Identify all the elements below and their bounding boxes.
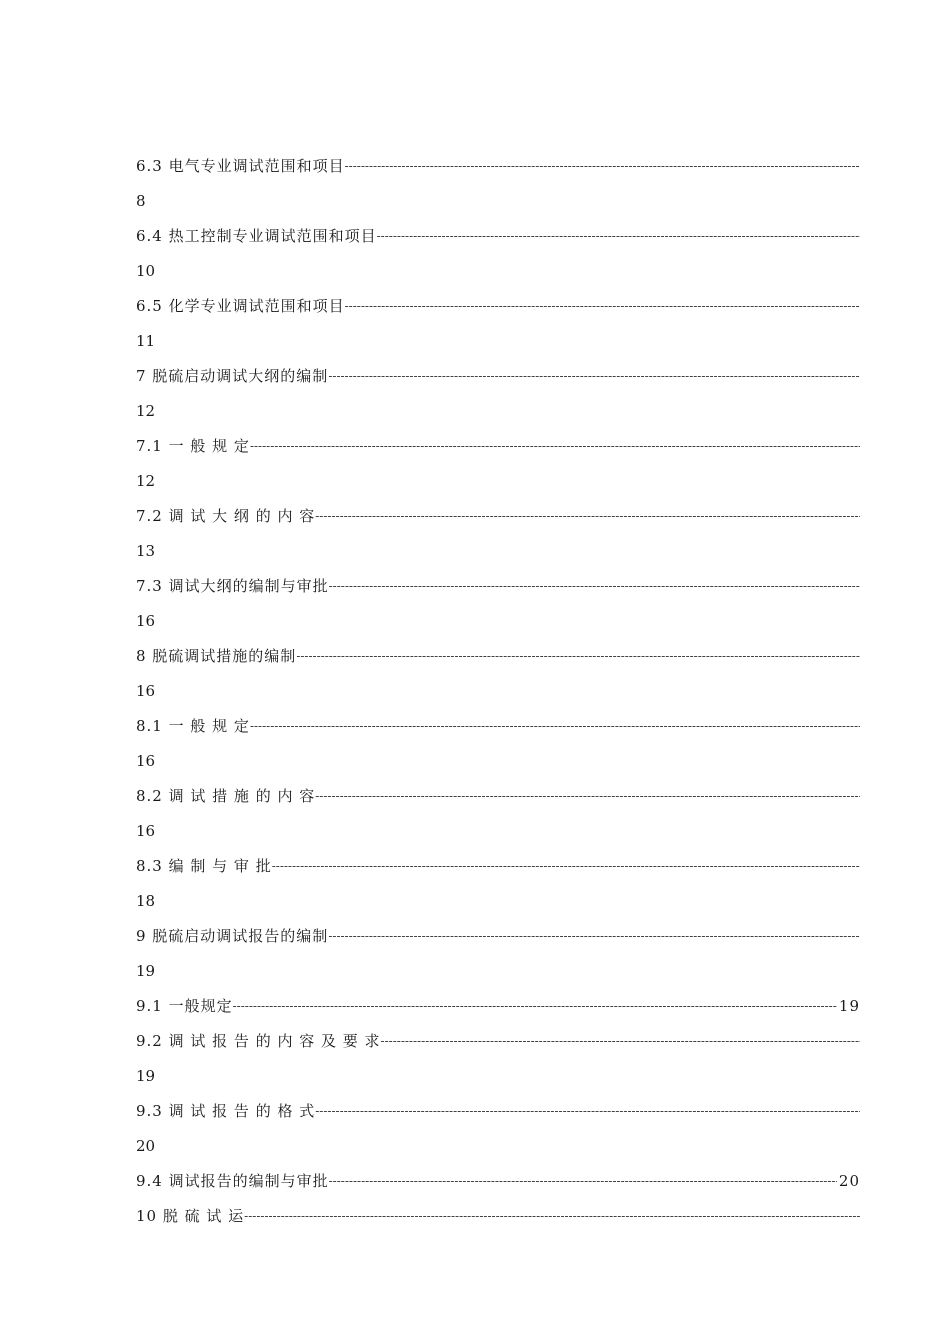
toc-entry-title: 9.3 调 试 报 告 的 格 式 <box>136 1101 316 1120</box>
toc-entry[interactable] <box>136 288 860 323</box>
toc-entry-title: 10 脱 硫 试 运 <box>136 1206 245 1225</box>
toc-entry[interactable] <box>136 498 860 533</box>
toc-entry[interactable] <box>136 358 860 393</box>
toc-leader <box>272 857 860 875</box>
toc-entry[interactable] <box>136 988 860 1023</box>
toc-leader <box>328 367 860 385</box>
toc-entry[interactable] <box>136 568 860 603</box>
toc-page-number: 13 <box>136 541 156 560</box>
toc-entry[interactable] <box>136 218 860 253</box>
toc-entry[interactable] <box>136 428 860 463</box>
toc-entry-title: 9.2 调 试 报 告 的 内 容 及 要 求 <box>136 1031 381 1050</box>
toc-page-number: 8 <box>136 191 146 210</box>
toc-page-number: 18 <box>136 891 156 910</box>
toc-leader <box>315 787 860 805</box>
toc-leader <box>329 577 860 595</box>
toc-entry[interactable] <box>136 1093 860 1128</box>
toc-leader <box>250 717 860 735</box>
toc-entry-title: 8.1 一 般 规 定 <box>136 716 250 735</box>
toc-leader <box>345 297 860 315</box>
toc-entry[interactable] <box>136 1198 860 1233</box>
toc-page-number: 11 <box>136 331 156 350</box>
toc-entry[interactable] <box>136 1023 860 1058</box>
toc-page-number: 19 <box>136 961 156 980</box>
toc-entry[interactable] <box>136 148 860 183</box>
table-of-contents <box>136 148 860 1233</box>
toc-leader <box>315 507 860 525</box>
toc-entry[interactable] <box>136 848 860 883</box>
toc-page-number: 19 <box>838 996 860 1015</box>
toc-leader <box>345 157 860 175</box>
toc-entry[interactable] <box>136 918 860 953</box>
toc-entry[interactable] <box>136 708 860 743</box>
toc-page-number: 16 <box>136 751 156 770</box>
toc-leader <box>233 997 837 1015</box>
toc-leader <box>296 647 860 665</box>
toc-entry-title: 7.3 调试大纲的编制与审批 <box>136 576 329 595</box>
toc-entry-title: 7.2 调 试 大 纲 的 内 容 <box>136 506 316 525</box>
toc-leader <box>244 1207 860 1225</box>
toc-entry-title: 9.1 一般规定 <box>136 996 233 1015</box>
toc-entry-title: 8.2 调 试 措 施 的 内 容 <box>136 786 316 805</box>
toc-leader <box>329 1172 837 1190</box>
toc-page-number: 19 <box>136 1066 156 1085</box>
toc-entry-title: 9 脱硫启动调试报告的编制 <box>136 926 329 945</box>
toc-page-number: 16 <box>136 681 156 700</box>
toc-entry[interactable] <box>136 778 860 813</box>
toc-leader <box>377 227 860 245</box>
toc-leader <box>250 437 860 455</box>
toc-page-number: 12 <box>136 471 156 490</box>
toc-entry-title: 9.4 调试报告的编制与审批 <box>136 1171 329 1190</box>
toc-entry[interactable] <box>136 1163 860 1198</box>
toc-entry[interactable] <box>136 638 860 673</box>
toc-page-number: 16 <box>136 821 156 840</box>
toc-entry-title: 7 脱硫启动调试大纲的编制 <box>136 366 329 385</box>
toc-page-number: 20 <box>838 1171 860 1190</box>
toc-page-number: 20 <box>136 1136 156 1155</box>
toc-leader <box>381 1032 860 1050</box>
toc-page-number: 16 <box>136 611 156 630</box>
toc-leader <box>315 1102 860 1120</box>
toc-entry-title: 6.3 电气专业调试范围和项目 <box>136 156 345 175</box>
toc-entry-title: 8.3 编 制 与 审 批 <box>136 856 272 875</box>
toc-entry-title: 6.4 热工控制专业调试范围和项目 <box>136 226 377 245</box>
toc-page-number: 10 <box>136 261 156 280</box>
toc-leader <box>328 927 860 945</box>
toc-page-number: 12 <box>136 401 156 420</box>
toc-entry-title: 6.5 化学专业调试范围和项目 <box>136 296 345 315</box>
toc-entry-title: 7.1 一 般 规 定 <box>136 436 250 455</box>
toc-entry-title: 8 脱硫调试措施的编制 <box>136 646 297 665</box>
